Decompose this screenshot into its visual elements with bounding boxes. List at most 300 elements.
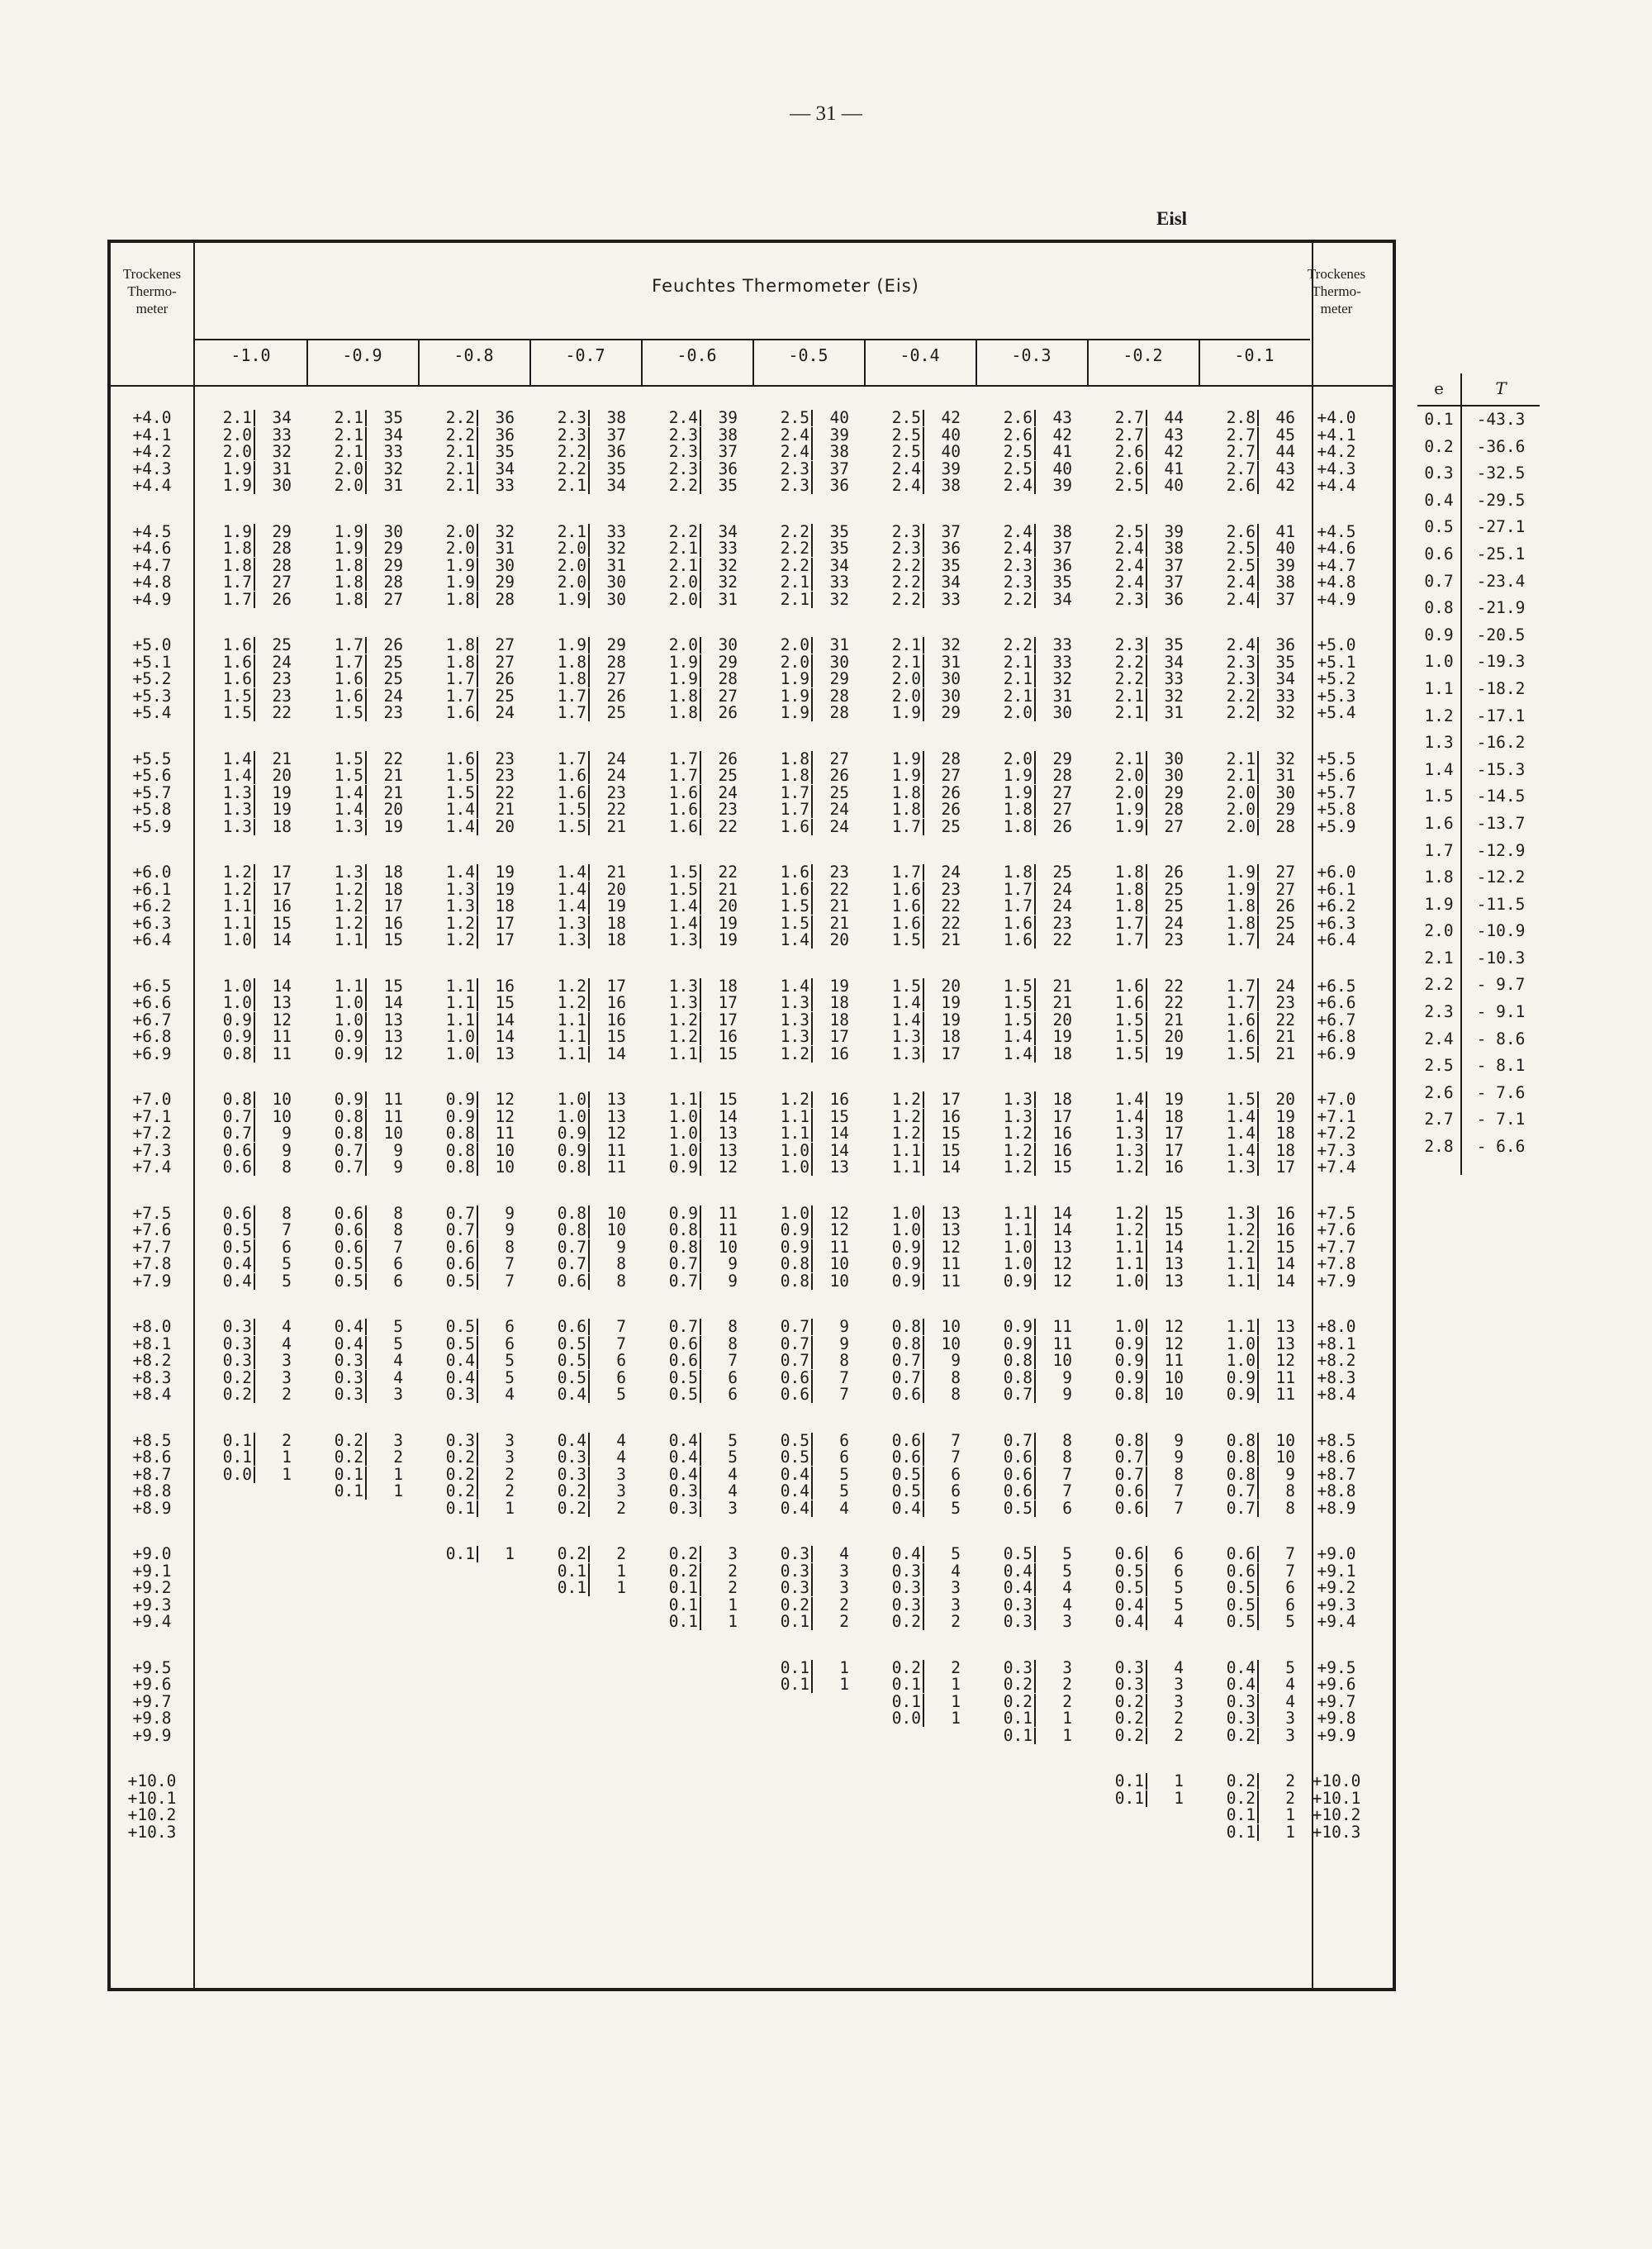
vapor-pressure: 0.3: [649, 1483, 701, 1500]
table-cell: [203, 1106, 292, 1126]
vapor-pressure: 2.2: [649, 478, 701, 494]
vapor-pressure: 2.5: [872, 427, 924, 444]
relative-humidity: 24: [272, 652, 292, 672]
vapor-pressure: 0.2: [538, 1483, 590, 1500]
relative-humidity: 13: [383, 1027, 403, 1046]
relative-humidity: 1: [951, 1691, 961, 1711]
table-cell: [872, 751, 961, 768]
vapor-pressure: 1.7: [315, 654, 367, 671]
vapor-pressure: 1.2: [1095, 1159, 1147, 1176]
table-cell: [984, 1725, 1072, 1745]
table-cell: [315, 1046, 403, 1063]
relative-humidity: 31: [1164, 703, 1184, 722]
relative-humidity: 35: [1052, 573, 1072, 592]
relative-humidity: 43: [1275, 459, 1295, 478]
vapor-pressure: 1.5: [1095, 1029, 1147, 1045]
relative-humidity: 2: [839, 1612, 849, 1631]
relative-humidity: 10: [1164, 1367, 1184, 1387]
table-cell: [649, 782, 738, 802]
table-cell: [761, 427, 849, 444]
relative-humidity: 8: [728, 1334, 738, 1353]
relative-humidity: 5: [1285, 1657, 1295, 1677]
relative-humidity: 38: [1164, 539, 1184, 558]
vapor-pressure: 0.5: [1095, 1563, 1147, 1580]
relative-humidity: 26: [495, 669, 515, 688]
relative-humidity: 33: [606, 521, 626, 541]
relative-humidity: 11: [829, 1237, 849, 1257]
table-cell: [1095, 444, 1184, 460]
table-cell: [984, 1597, 1072, 1614]
relative-humidity: 4: [1174, 1657, 1184, 1677]
table-cell: [872, 1046, 961, 1063]
vapor-pressure: 2.3: [538, 410, 590, 426]
relative-humidity: 20: [1052, 1010, 1072, 1029]
vapor-pressure: 0.8: [649, 1239, 701, 1256]
side-e-value: 2.1: [1424, 948, 1454, 968]
table-cell: [1207, 521, 1295, 541]
vapor-pressure: 1.9: [872, 705, 924, 721]
table-cell: [1207, 932, 1295, 949]
relative-humidity: 6: [393, 1271, 403, 1291]
relative-humidity: 38: [941, 476, 961, 495]
vapor-pressure: 1.1: [203, 915, 255, 932]
table-cell: [1207, 654, 1295, 671]
table-cell: [203, 1029, 292, 1045]
relative-humidity: 9: [393, 1158, 403, 1177]
vapor-pressure: 0.7: [1095, 1449, 1147, 1466]
header-rule: [195, 339, 1310, 340]
table-cell: [1207, 1256, 1295, 1272]
table-cell: [984, 898, 1072, 915]
table-cell: [315, 1464, 403, 1484]
side-e-value: 1.2: [1424, 706, 1454, 725]
vapor-pressure: 1.0: [872, 1222, 924, 1239]
relative-humidity: 30: [718, 635, 738, 654]
table-cell: [1095, 478, 1184, 494]
vapor-pressure: 1.8: [649, 688, 701, 705]
vapor-pressure: 1.2: [984, 1143, 1036, 1159]
table-cell: [1207, 1546, 1295, 1562]
relative-humidity: 45: [1275, 425, 1295, 445]
table-cell: [872, 637, 961, 654]
side-t-value: -19.3: [1476, 652, 1526, 672]
table-cell: [872, 1336, 961, 1353]
table-cell: [426, 801, 515, 818]
vapor-pressure: 0.3: [315, 1353, 367, 1369]
vapor-pressure: 0.4: [538, 1386, 590, 1403]
table-cell: [1207, 461, 1295, 478]
vapor-pressure: 1.5: [203, 705, 255, 721]
vapor-pressure: 1.5: [761, 898, 813, 915]
vapor-pressure: 1.8: [984, 801, 1036, 818]
relative-humidity: 40: [941, 425, 961, 445]
side-table-row: [1417, 811, 1540, 838]
table-cell: [761, 995, 849, 1011]
vapor-pressure: 0.8: [203, 1091, 255, 1108]
dry-temp-right: +10.2: [1312, 1805, 1361, 1824]
table-cell: [1207, 1614, 1295, 1630]
table-cell: [203, 410, 292, 426]
vapor-pressure: 2.0: [203, 444, 255, 460]
vapor-pressure: 0.4: [1207, 1660, 1259, 1676]
vapor-pressure: 1.4: [315, 801, 367, 818]
table-cell: [761, 768, 849, 784]
vapor-pressure: 2.0: [1095, 768, 1147, 784]
vapor-pressure: 0.6: [872, 1386, 924, 1403]
dry-temp-right: +4.9: [1317, 589, 1356, 609]
table-cell: [1207, 1580, 1295, 1596]
dry-temp-right: +9.8: [1317, 1709, 1356, 1728]
table-cell: [1207, 1319, 1295, 1335]
table-cell: [426, 1319, 515, 1335]
table-cell: [872, 1353, 961, 1369]
vapor-pressure: 1.8: [1095, 898, 1147, 915]
vapor-pressure: 2.3: [984, 558, 1036, 574]
table-cell: [426, 705, 515, 721]
table-cell: [538, 705, 626, 721]
table-cell: [984, 1657, 1072, 1677]
table-cell: [1207, 688, 1295, 705]
vapor-pressure: 0.3: [426, 1433, 478, 1449]
relative-humidity: 5: [393, 1317, 403, 1336]
relative-humidity: 14: [1275, 1271, 1295, 1291]
relative-humidity: 1: [505, 1544, 515, 1563]
vapor-pressure: 1.5: [1207, 1091, 1259, 1108]
dry-temp-left: +10.0: [127, 1771, 177, 1790]
side-table-row: [1417, 838, 1540, 865]
vapor-pressure: 1.7: [984, 882, 1036, 898]
dry-temp-left: +8.9: [132, 1498, 172, 1518]
relative-humidity: 1: [1174, 1788, 1184, 1808]
side-e-value: 0.1: [1424, 410, 1454, 429]
relative-humidity: 29: [1052, 749, 1072, 768]
vapor-pressure: 1.8: [538, 671, 590, 687]
table-cell: [538, 1125, 626, 1142]
table-cell: [872, 1657, 961, 1677]
vapor-pressure: 0.5: [1207, 1597, 1259, 1614]
table-cell: [872, 574, 961, 591]
table-cell: [872, 478, 961, 494]
dry-temp-right: +7.8: [1317, 1254, 1356, 1273]
vapor-pressure: 2.2: [649, 524, 701, 540]
table-cell: [203, 978, 292, 995]
vapor-pressure: 2.1: [203, 410, 255, 426]
table-cell: [1095, 1256, 1184, 1272]
relative-humidity: 10: [941, 1317, 961, 1336]
vapor-pressure: 2.6: [984, 410, 1036, 426]
table-cell: [538, 932, 626, 949]
table-cell: [984, 521, 1072, 541]
table-cell: [315, 1256, 403, 1272]
relative-humidity: 25: [495, 686, 515, 706]
table-cell: [761, 540, 849, 557]
table-cell: [649, 1140, 738, 1160]
vapor-pressure: 1.5: [649, 864, 701, 881]
table-cell: [538, 589, 626, 609]
vapor-pressure: 1.1: [872, 1143, 924, 1159]
table-cell: [1095, 1273, 1184, 1290]
vapor-pressure: 0.6: [426, 1256, 478, 1272]
table-cell: [1207, 879, 1295, 899]
relative-humidity: 14: [941, 1158, 961, 1177]
dry-temp-right: +10.0: [1312, 1771, 1361, 1790]
dry-temp-right: +7.3: [1317, 1140, 1356, 1160]
vapor-pressure: 1.9: [761, 671, 813, 687]
vapor-pressure: 1.7: [538, 751, 590, 768]
vapor-pressure: 1.6: [203, 637, 255, 654]
side-e-value: 0.6: [1424, 544, 1454, 563]
column-header--0.6: -0.6: [676, 345, 717, 365]
vapor-pressure: 1.1: [761, 1125, 813, 1142]
table-cell: [203, 540, 292, 557]
relative-humidity: 1: [393, 1481, 403, 1500]
relative-humidity: 3: [839, 1561, 849, 1581]
relative-humidity: 35: [718, 476, 738, 495]
table-cell: [1095, 1500, 1184, 1517]
vapor-pressure: 1.8: [1095, 882, 1147, 898]
relative-humidity: 28: [383, 573, 403, 592]
dry-temp-right: +5.0: [1317, 635, 1356, 654]
vapor-pressure: 1.3: [203, 785, 255, 801]
table-cell: [984, 782, 1072, 802]
table-cell: [984, 995, 1072, 1011]
relative-humidity: 7: [616, 1334, 626, 1353]
relative-humidity: 7: [728, 1351, 738, 1370]
table-cell: [872, 521, 961, 541]
relative-humidity: 1: [1062, 1709, 1072, 1728]
relative-humidity: 3: [1062, 1612, 1072, 1631]
table-cell: [315, 1367, 403, 1387]
dry-temp-right: +7.9: [1317, 1271, 1356, 1291]
relative-humidity: 36: [1052, 555, 1072, 575]
relative-humidity: 41: [1275, 521, 1295, 541]
vapor-pressure: 2.0: [315, 461, 367, 478]
table-cell: [315, 768, 403, 784]
dry-temp-right: +8.9: [1317, 1498, 1356, 1518]
relative-humidity: 7: [839, 1367, 849, 1387]
dry-temp-right: +7.1: [1317, 1106, 1356, 1126]
dry-temp-left: +6.7: [132, 1010, 172, 1029]
vapor-pressure: 2.2: [761, 540, 813, 557]
table-cell: [315, 801, 403, 818]
table-cell: [1207, 1597, 1295, 1614]
relative-humidity: 29: [606, 635, 626, 654]
dry-temp-right: +4.1: [1317, 425, 1356, 445]
side-t-value: -32.5: [1476, 464, 1526, 483]
vapor-pressure: 0.1: [1207, 1807, 1259, 1823]
table-cell: [426, 932, 515, 949]
relative-humidity: 21: [272, 749, 292, 768]
vapor-pressure: 1.9: [426, 558, 478, 574]
relative-humidity: 8: [282, 1203, 292, 1223]
vapor-pressure: 1.4: [1095, 1109, 1147, 1125]
table-cell: [203, 427, 292, 444]
side-e-value: 1.3: [1424, 733, 1454, 753]
vapor-pressure: 0.9: [1207, 1370, 1259, 1386]
table-cell: [426, 879, 515, 899]
relative-humidity: 39: [1052, 476, 1072, 495]
relative-humidity: 25: [718, 766, 738, 785]
relative-humidity: 28: [829, 686, 849, 706]
vapor-pressure: 0.2: [426, 1467, 478, 1483]
vapor-pressure: 0.4: [1207, 1676, 1259, 1693]
table-cell: [426, 427, 515, 444]
relative-humidity: 35: [495, 442, 515, 461]
table-cell: [761, 898, 849, 915]
relative-humidity: 6: [1174, 1544, 1184, 1563]
relative-humidity: 17: [718, 993, 738, 1012]
side-t-value: -11.5: [1476, 894, 1526, 914]
vapor-pressure: 0.2: [872, 1660, 924, 1676]
vapor-pressure: 1.3: [1207, 1159, 1259, 1176]
vapor-pressure: 0.5: [1207, 1614, 1259, 1630]
vapor-pressure: 0.9: [1095, 1336, 1147, 1353]
vapor-pressure: 2.4: [761, 444, 813, 460]
vapor-pressure: 1.8: [203, 558, 255, 574]
relative-humidity: 17: [495, 913, 515, 933]
dry-temp-right: +6.1: [1317, 879, 1356, 899]
relative-humidity: 1: [951, 1675, 961, 1694]
table-cell: [426, 1336, 515, 1353]
relative-humidity: 30: [829, 652, 849, 672]
relative-humidity: 1: [505, 1498, 515, 1518]
relative-humidity: 5: [1062, 1561, 1072, 1581]
table-cell: [426, 1140, 515, 1160]
relative-humidity: 44: [1275, 442, 1295, 461]
table-cell: [761, 1222, 849, 1239]
relative-humidity: 1: [282, 1464, 292, 1484]
relative-humidity: 12: [495, 1106, 515, 1126]
vapor-pressure: 2.1: [1207, 751, 1259, 768]
vapor-pressure: 2.1: [984, 671, 1036, 687]
side-table-row: [1417, 703, 1540, 730]
vapor-pressure: 0.7: [761, 1336, 813, 1353]
table-cell: [984, 1710, 1072, 1727]
vapor-pressure: 2.3: [872, 524, 924, 540]
relative-humidity: 25: [383, 652, 403, 672]
dry-temp-right: +10.3: [1312, 1822, 1361, 1842]
table-cell: [315, 1091, 403, 1108]
relative-humidity: 13: [1164, 1254, 1184, 1273]
vapor-pressure: 2.0: [761, 637, 813, 654]
table-cell: [984, 555, 1072, 575]
vapor-pressure: 0.8: [872, 1336, 924, 1353]
dry-temp-left: +4.3: [132, 459, 172, 478]
vapor-pressure: 0.9: [538, 1125, 590, 1142]
relative-humidity: 34: [941, 573, 961, 592]
relative-humidity: 18: [383, 879, 403, 899]
vapor-pressure: 2.0: [1207, 785, 1259, 801]
table-cell: [426, 1159, 515, 1176]
vapor-pressure: 2.0: [1207, 819, 1259, 835]
vapor-pressure: 1.6: [984, 915, 1036, 932]
vapor-pressure: 0.3: [984, 1614, 1036, 1630]
column-header--0.8: -0.8: [453, 345, 494, 365]
vapor-pressure: 2.0: [649, 637, 701, 654]
table-cell: [538, 444, 626, 460]
relative-humidity: 6: [839, 1430, 849, 1450]
table-cell: [315, 589, 403, 609]
relative-humidity: 24: [829, 816, 849, 836]
vapor-pressure: 0.6: [1095, 1546, 1147, 1562]
relative-humidity: 36: [1164, 589, 1184, 609]
table-cell: [426, 995, 515, 1011]
vapor-pressure: 0.5: [984, 1546, 1036, 1562]
table-cell: [872, 782, 961, 802]
table-cell: [315, 654, 403, 671]
relative-humidity: 37: [718, 442, 738, 461]
table-cell: [1095, 1012, 1184, 1029]
table-cell: [315, 1012, 403, 1029]
vapor-pressure: 1.2: [315, 898, 367, 915]
relative-humidity: 25: [383, 669, 403, 688]
vapor-pressure: 1.0: [1095, 1319, 1147, 1335]
side-table-row: [1417, 541, 1540, 568]
table-cell: [426, 1464, 515, 1484]
side-table-row: [1417, 434, 1540, 461]
side-table-row: [1417, 1080, 1540, 1107]
table-cell: [761, 1563, 849, 1580]
vapor-pressure: 1.9: [1207, 864, 1259, 881]
side-e-value: 0.4: [1424, 490, 1454, 510]
table-cell: [984, 1464, 1072, 1484]
table-cell: [872, 1464, 961, 1484]
dry-temp-left: +8.8: [132, 1481, 172, 1500]
dry-temp-right: +4.7: [1317, 555, 1356, 575]
table-cell: [203, 915, 292, 932]
table-cell: [315, 751, 403, 768]
vapor-pressure: 0.6: [1207, 1546, 1259, 1562]
table-cell: [1095, 898, 1184, 915]
relative-humidity: 16: [829, 1044, 849, 1063]
table-cell: [872, 1125, 961, 1142]
table-cell: [649, 864, 738, 881]
vapor-pressure: 2.1: [872, 637, 924, 654]
vapor-pressure: 0.8: [1095, 1386, 1147, 1403]
table-cell: [984, 1500, 1072, 1517]
table-cell: [203, 1140, 292, 1160]
table-cell: [315, 1140, 403, 1160]
relative-humidity: 17: [941, 1090, 961, 1109]
table-cell: [984, 427, 1072, 444]
relative-humidity: 20: [383, 800, 403, 819]
side-e-value: 1.4: [1424, 759, 1454, 779]
vapor-pressure: 0.2: [538, 1500, 590, 1517]
relative-humidity: 13: [383, 1010, 403, 1029]
vapor-pressure: 2.4: [984, 540, 1036, 557]
relative-humidity: 7: [951, 1430, 961, 1450]
vapor-pressure: 1.1: [649, 1091, 701, 1108]
vapor-pressure: 0.3: [203, 1336, 255, 1353]
relative-humidity: 27: [1052, 800, 1072, 819]
vapor-pressure: 0.7: [984, 1433, 1036, 1449]
vapor-pressure: 0.9: [203, 1012, 255, 1029]
relative-humidity: 21: [829, 913, 849, 933]
relative-humidity: 1: [616, 1578, 626, 1597]
relative-humidity: 13: [1275, 1334, 1295, 1353]
relative-humidity: 29: [495, 573, 515, 592]
dry-temp-right: +6.6: [1317, 993, 1356, 1012]
table-cell: [538, 654, 626, 671]
vapor-pressure: 1.8: [1207, 915, 1259, 932]
table-cell: [649, 816, 738, 836]
table-cell: [761, 1597, 849, 1614]
table-cell: [761, 864, 849, 881]
table-cell: [203, 705, 292, 721]
vapor-pressure: 0.3: [761, 1580, 813, 1596]
relative-humidity: 3: [505, 1448, 515, 1467]
vapor-pressure: 0.2: [649, 1563, 701, 1580]
